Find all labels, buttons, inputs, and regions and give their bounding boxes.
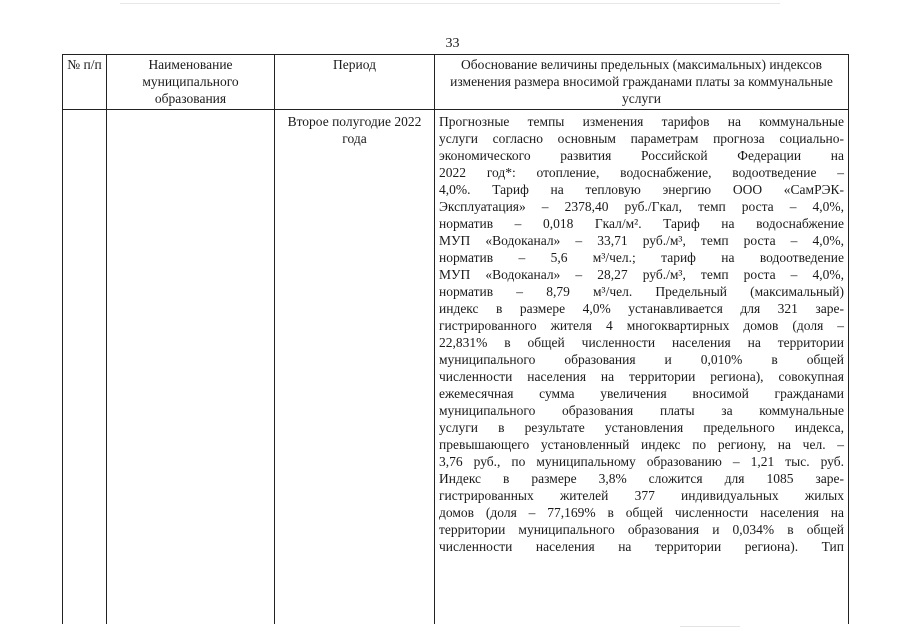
justification-line: услуги согласно основным параметрам прогноза социально- [439, 131, 844, 146]
justification-line: Индекс в размере 3,8% сложится для 1085 заре- [439, 471, 844, 486]
scan-artifact-top [120, 3, 780, 4]
tariff-index-table [62, 54, 849, 624]
table-header-row [62, 54, 849, 110]
justification-line: муниципального образования и 0,010% в общей [439, 352, 844, 367]
justification-line: ежемесячная сумма увеличения вносимой гражданами [439, 386, 844, 401]
justification-line: превышающего установленный индекс по региону, на чел. – [439, 437, 844, 452]
justification-line: МУП «Водоканал» – 33,71 руб./м³, темп роста – 4,0%, [439, 233, 844, 248]
header-justification: Обоснование величины предельных (максимальных) индексов изменения размера вносимой гражданами платы за коммунальные услуги [434, 55, 849, 109]
cell-number [62, 110, 106, 624]
justification-line: услуги в результате установления предельного индекса, [439, 420, 844, 435]
justification-line: домов (доля – 77,169% в общей численности населения на [439, 505, 844, 520]
justification-line: норматив – 8,79 м³/чел. Предельный (максимальный) [439, 284, 844, 299]
scan-artifact-bottom [680, 626, 740, 627]
header-municipality: Наименование муниципального образования [106, 55, 274, 109]
justification-line: гистрированных жителей 377 индивидуальных жилых [439, 488, 844, 503]
table-row [62, 110, 849, 624]
justification-line: территории муниципального образования и 0,034% в общей [439, 522, 844, 537]
justification-line: 4,0%. Тариф на тепловую энергию ООО «СамРЭК- [439, 182, 844, 197]
justification-line: Прогнозные темпы изменения тарифов на коммунальные [439, 114, 844, 129]
justification-line: индекс в размере 4,0% устанавливается для 321 заре- [439, 301, 844, 316]
cell-municipality [106, 110, 274, 624]
cell-period: Второе полугодие 2022 года [274, 110, 434, 624]
page-number: 33 [445, 36, 460, 51]
justification-line: 3,76 руб., по муниципальному образованию – 1,21 тыс. руб. [439, 454, 844, 469]
header-period: Период [274, 55, 434, 109]
justification-line: численности населения на территории региона). Тип [439, 539, 844, 554]
justification-line: Эксплуатация» – 2378,40 руб./Гкал, темп роста – 4,0%, [439, 199, 844, 214]
justification-line: гистрированного жителя 4 многоквартирных домов (доля – [439, 318, 844, 333]
justification-line: 22,831% в общей численности населения на территории [439, 335, 844, 350]
justification-line: 2022 год*: отопление, водоснабжение, водоотведение – [439, 165, 844, 180]
justification-line: норматив – 0,018 Гкал/м². Тариф на водоснабжение [439, 216, 844, 231]
justification-line: численности населения на территории региона), совокупная [439, 369, 844, 384]
cell-justification [434, 110, 849, 624]
justification-line: норматив – 5,6 м³/чел.; тариф на водоотведение [439, 250, 844, 265]
justification-line: муниципального образования платы за коммунальные [439, 403, 844, 418]
justification-line: экономического развития Российской Федерации на [439, 148, 844, 163]
justification-line: МУП «Водоканал» – 28,27 руб./м³, темп роста – 4,0%, [439, 267, 844, 282]
header-number: № п/п [62, 55, 106, 109]
